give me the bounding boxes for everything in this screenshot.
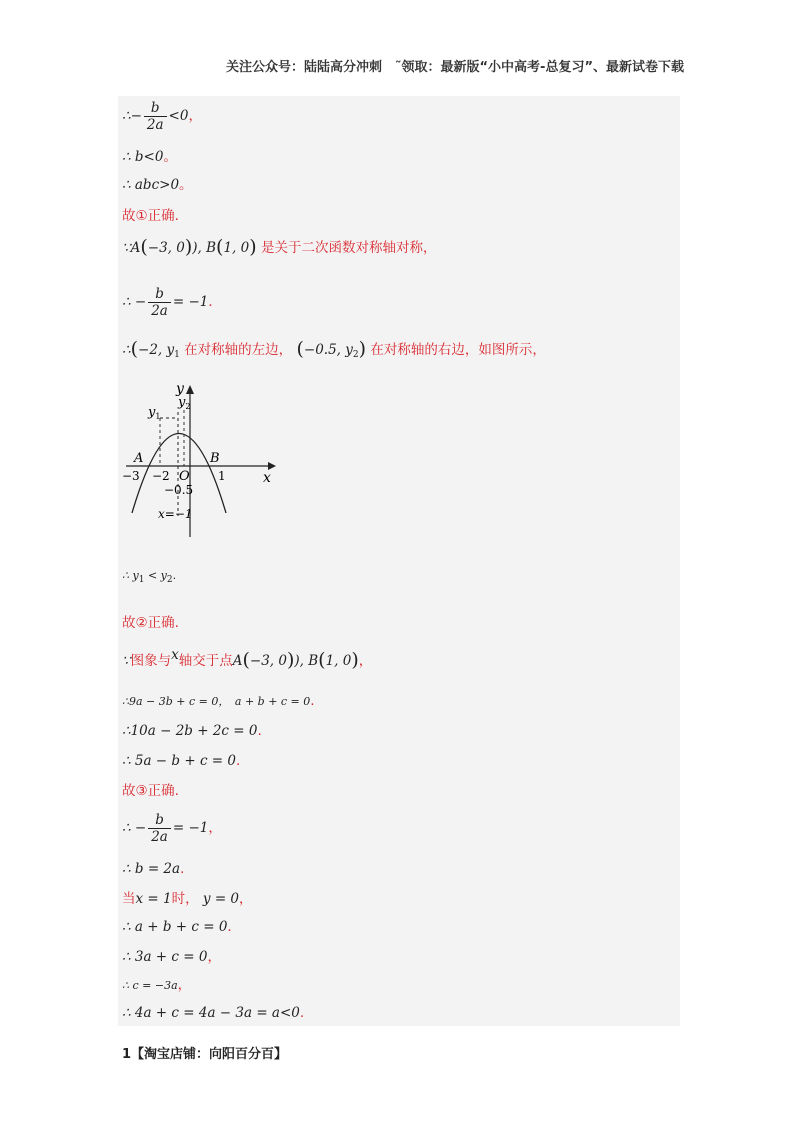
y-axis-arrow bbox=[186, 385, 194, 394]
x-axis-label: x bbox=[263, 470, 271, 486]
step-line-19: ∴ 3a + c = 0， bbox=[122, 949, 221, 965]
step-line-10: ∵图象与x轴交于点A(−3, 0)), B(1, 0)， bbox=[122, 647, 373, 671]
step-line-15: ∴ − $\frac{b}{2a}$ = −1， bbox=[122, 812, 222, 845]
label-O: O bbox=[179, 469, 190, 484]
label-A: A bbox=[134, 451, 144, 466]
label-y1: $y_1$ bbox=[148, 405, 161, 421]
page-footer: 1【淘宝店铺：向阳百分百】 bbox=[122, 1047, 288, 1062]
step-line-17: 当x = 1时， y = 0， bbox=[122, 891, 253, 907]
tick-minus-3: −3 bbox=[122, 469, 140, 483]
label-B: B bbox=[210, 451, 220, 466]
step-line-11: ∴9a − 3b + c = 0， a + b + c = 0. bbox=[122, 693, 315, 709]
step-line-5: ∵A(−3, 0)), B(1, 0) 是关于二次函数对称轴对称， bbox=[122, 236, 437, 258]
label-y2: $y_2$ bbox=[178, 395, 191, 411]
conclusion-3: 故③正确. bbox=[122, 783, 179, 799]
x-axis-arrow bbox=[268, 462, 276, 470]
step-line-16: ∴ b = 2a. bbox=[122, 861, 185, 877]
step-line-6: ∴ − $\frac{b}{2a}$ = −1． bbox=[122, 286, 222, 319]
symmetry-axis-label: x=−1 bbox=[158, 507, 193, 521]
conclusion-1: 故①正确. bbox=[122, 208, 179, 224]
step-line-21: ∴ 4a + c = 4a − 3a = a<0. bbox=[122, 1005, 305, 1021]
tick-minus-0-5: −0.5 bbox=[164, 483, 194, 497]
solution-content bbox=[118, 96, 680, 1026]
conclusion-2: 故②正确. bbox=[122, 615, 179, 631]
step-line-18: ∴ a + b + c = 0. bbox=[122, 919, 232, 935]
step-line-2: ∴ b<0。 bbox=[122, 149, 177, 165]
step-line-7: ∴(−2, $y_1$ 在对称轴的左边， (−0.5, $y_2$) 在对称轴的右边，如图所示， bbox=[122, 338, 546, 360]
page-header: 关注公众号：陆陆高分冲刺 ˜领取：最新版“小中高考-总复习”、最新试卷下载 bbox=[226, 60, 684, 75]
y-axis-label: y bbox=[176, 382, 184, 397]
parabola-graph bbox=[120, 382, 280, 542]
step-line-8: ∴ $y_1 < y_2$. bbox=[122, 569, 177, 585]
step-line-20: ∴ c = −3a， bbox=[122, 977, 192, 993]
step-line-12: ∴10a − 2b + 2c = 0. bbox=[122, 723, 262, 739]
tick-minus-2: −2 bbox=[152, 469, 170, 483]
step-line-13: ∴ 5a − b + c = 0. bbox=[122, 753, 241, 769]
step-line-1: ∴− $\frac{b}{2a}$ <0， bbox=[122, 100, 202, 133]
step-line-3: ∴ abc>0。 bbox=[122, 177, 193, 193]
tick-1: 1 bbox=[218, 469, 226, 483]
